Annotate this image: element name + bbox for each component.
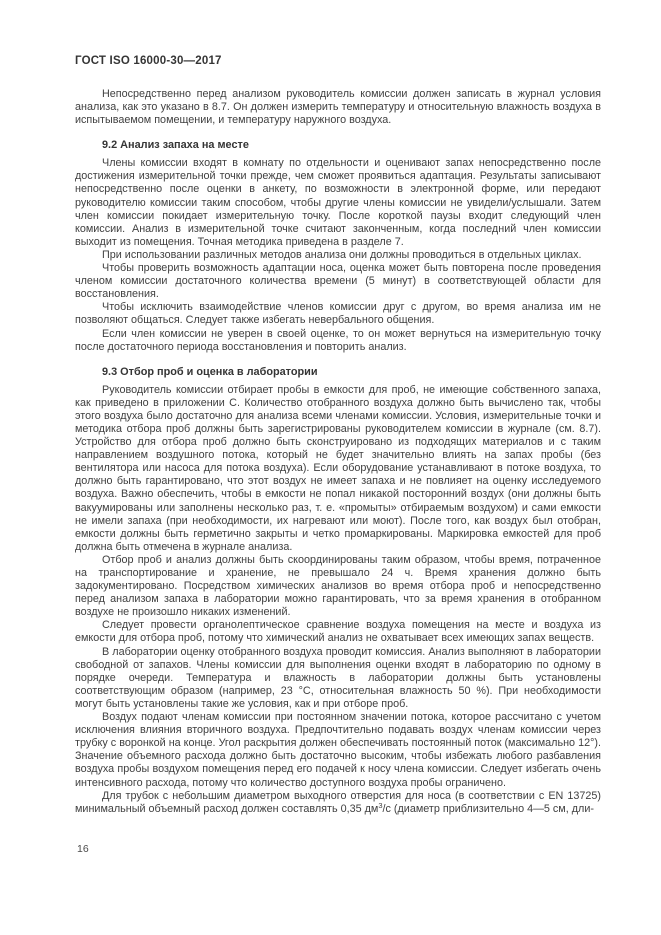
paragraph: Воздух подают членам комиссии при постоянном значении потока, которое рассчитано с учетом исключения влияния вторичного воздуха. Предпочтительно подавать воздух членам комиссии через трубку с воронкой на конце. Угол раскрытия должен обеспечивать постоянный поток (максимально 12°). Значение объемного расхода должно быть достаточно высоким, чтобы избежать любого разбавления воздуха пробы воздухом помещения перед его подачей к носу члена комиссии. Следует избегать очень интенсивного расхода, потому что количество доступного воздуха пробы ограничено.: [75, 711, 601, 789]
section-9-2-heading: 9.2 Анализ запаха на месте: [102, 139, 249, 152]
paragraph: Если член комиссии не уверен в своей оценке, то он может вернуться на измерительную точку после достаточного периода восстановления и повторить анализ.: [75, 327, 601, 353]
intro-paragraph: Непосредственно перед анализом руководитель комиссии должен записать в журнал условия анализа, как это указано в 8.7. Он должен измерить температуру и относительную влажность воздуха в испытываемом помещении, и температуру наружного воздуха.: [75, 88, 601, 127]
paragraph: Чтобы исключить взаимодействие членов комиссии друг с другом, во время анализа им не позволяют общаться. Следует также избегать невербального общения.: [75, 301, 601, 327]
section-9-3-heading: 9.3 Отбор проб и оценка в лаборатории: [102, 365, 318, 378]
page-content: [75, 55, 601, 816]
paragraph: При использовании различных методов анализа они должны проводиться в отдельных циклах.: [102, 248, 582, 261]
page-number: 16: [77, 843, 89, 855]
paragraph: Руководитель комиссии отбирает пробы в емкости для проб, не имеющие собственного запаха, как приведено в приложении С. Количество отобранного воздуха должно быть вычислено так, чтобы этого воздуха было достаточно для анализа всеми членами комиссии. Условия, измерительные точки и методика отбора проб должны быть зарегистрированы руководителем комиссии в журнале (см. 8.7). Устройство для отбора проб должно быть сконструировано из подходящих материалов и с таким направлением воздушного потока, который не будет значительно влиять на запах пробы (без вентилятора или насоса для потока воздуха). Если оборудование устанавливают в потоке воздуха, то должно быть гарантировано, что этот воздух не имеет запаха и не повлияет на оценку исследуемого воздуха. Важно обеспечить, чтобы в емкости не попал никакой посторонний воздух (они должны быть вакуумированы или заполнены несколько раз, т. е. «промыты» отбираемым воздухом) и сами емкости не имели запаха (при необходимости, их нагревают или моют). После того, как воздух был отобран, емкости должны быть герметично закрыты и четко промаркированы. Маркировка емкостей для проб должна быть отмечена в журнале анализа.: [75, 383, 601, 553]
paragraph: Отбор проб и анализ должны быть скоординированы таким образом, чтобы время, потраченное на транспортирование и хранение, не превышало 24 ч. Время хранения должно быть задокументировано. Посредством химических анализов во время отбора проб и непосредственно перед анализом запаха в лаборатории можно гарантировать, что за время хранения в отобранном воздухе не произошло никаких изменений.: [75, 553, 601, 619]
paragraph: Чтобы проверить возможность адаптации носа, оценка может быть повторена после проведения членом комиссии достаточного количества времени (5 минут) в соответствующей области для восстановления.: [75, 262, 601, 301]
document-header-title: ГОСТ ISO 16000-30—2017: [75, 55, 222, 67]
paragraph: Следует провести органолептическое сравнение воздуха помещения на месте и воздуха из емкости для отбора проб, потому что химический анализ не охватывает всех имеющих запах веществ.: [75, 619, 601, 645]
paragraph: В лаборатории оценку отобранного воздуха проводит комиссия. Анализ выполняют в лаборатории свободной от запахов. Члены комиссии для выполнения оценки входят в лабораторию по одному в порядке очереди. Температура и влажность в лаборатории должны быть установлены соответствующим образом (например, 23 °С, относительная влажность 50 %). При необходимости могут быть установлены такие же условия, как и при отборе проб.: [75, 645, 601, 710]
superscript-cubed: 3: [378, 800, 383, 810]
paragraph-with-superscript: [75, 790, 601, 816]
final-paragraph-text-after: /с (диаметр приблизительно 4—5 см, дли-: [382, 802, 594, 815]
final-paragraph-text: Для трубок с небольшим диаметром выходного отверстия для носа (в соответствии с EN 13725) минимальный объемный расход должен составлять 0,35 дм: [75, 789, 601, 815]
paragraph: Члены комиссии входят в комнату по отдельности и оценивают запах непосредственно после достижения измерительной точки прежде, чем сможет проявиться адаптация. Результаты записывают непосредственно после оценки в анкету, по возможности в электронной форме, или передают руководителю комиссии таким способом, чтобы другие члены комиссии не увидели/услышали. Затем член комиссии покидает измерительную точку. После короткой паузы входит следующий член комиссии. Анализ в измерительной точке считают законченным, когда последний член комиссии выходит из помещения. Точная методика приведена в разделе 7.: [75, 157, 601, 248]
